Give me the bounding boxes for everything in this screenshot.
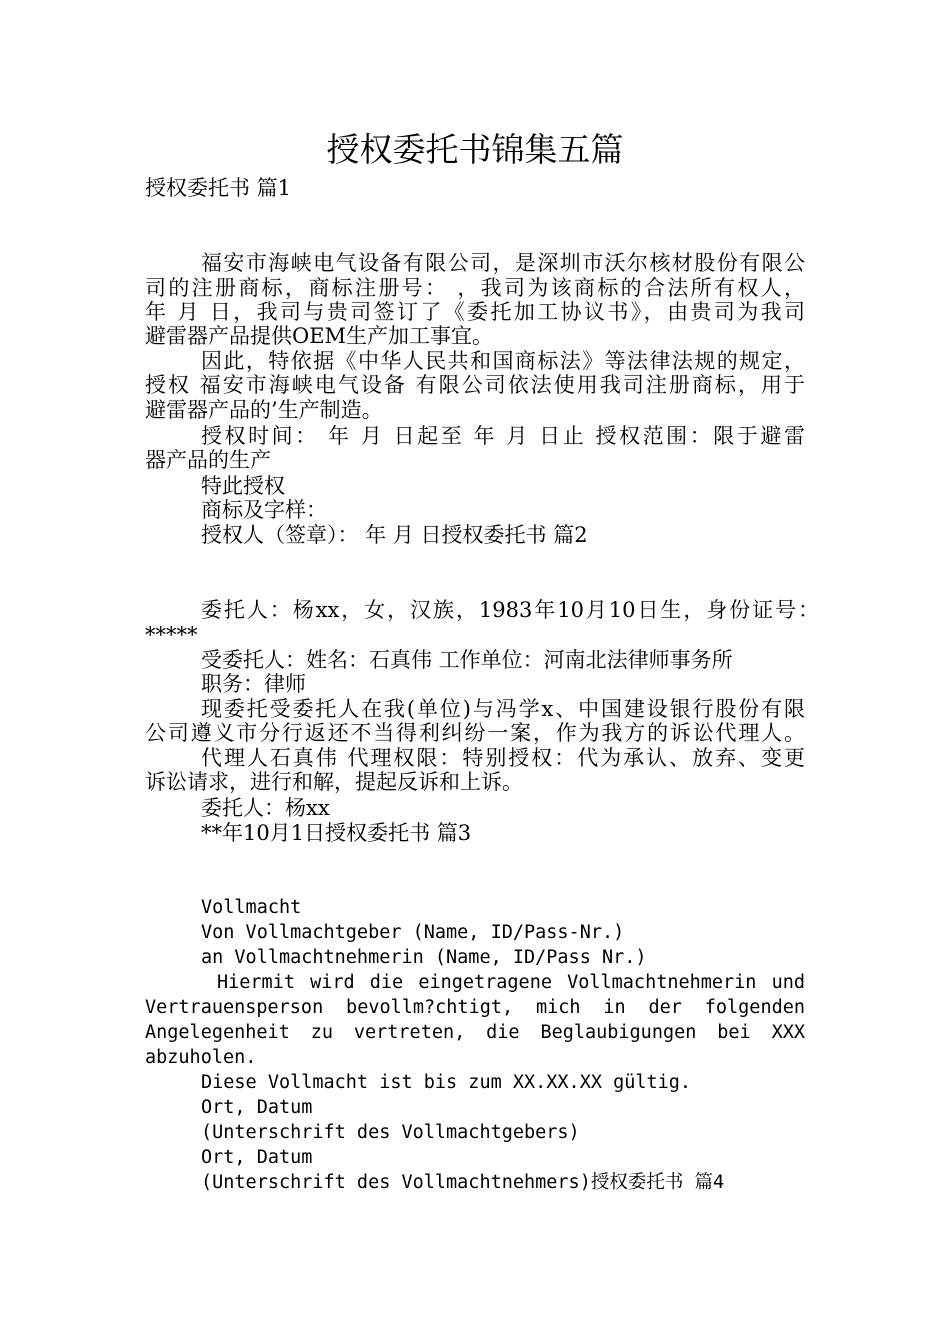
- s1-paragraph-5: 商标及字样：: [201, 498, 327, 522]
- s2-paragraph-1-line-2: *****: [145, 623, 198, 647]
- s1-paragraph-1-line-1: 福安市海峡电气设备有限公司，是深圳市沃尔核材股份有限公: [201, 251, 805, 275]
- s3-line-8: (Unterschrift des Vollmachtnehmers)授权委托书 篇4: [201, 1172, 725, 1193]
- s2-paragraph-3: 职务：律师: [201, 672, 306, 696]
- s1-paragraph-1-line-2: 司的注册商标，商标注册号： ，我司为该商标的合法所有权人，: [145, 276, 805, 300]
- section-heading-1: 授权委托书 篇1: [145, 176, 292, 200]
- s3-paragraph-line-1: Hiermit wird die eingetragene Vollmachtnehmerin und: [217, 972, 805, 993]
- document-title: 授权委托书锦集五篇: [326, 130, 624, 169]
- s3-line-5: Ort, Datum: [201, 1097, 313, 1118]
- s2-paragraph-5-line-1: 代理人石真伟 代理权限：特别授权：代为承认、放弃、变更: [201, 746, 805, 770]
- s2-paragraph-6: 委托人：杨xx: [201, 796, 330, 820]
- s3-paragraph-line-4: abzuholen.: [145, 1047, 257, 1068]
- s1-paragraph-1-line-3: 年 月 日，我司与贵司签订了《委托加工协议书》，由贵司为我司: [145, 300, 805, 324]
- s3-line-2: Von Vollmachtgeber (Name, ID/Pass-Nr.): [201, 922, 625, 943]
- s2-paragraph-7: **年10月1日授权委托书 篇3: [201, 821, 472, 845]
- s3-paragraph-line-3: Angelegenheit zu vertreten, die Beglaubigungen bei XXX: [145, 1022, 805, 1043]
- s1-paragraph-2-line-3: 避雷器产品的’生产制造。: [145, 398, 383, 422]
- s2-paragraph-4-line-2: 公司遵义市分行返还不当得利纠纷一案，作为我方的诉讼代理人。: [145, 721, 805, 745]
- s1-paragraph-3-line-2: 器产品的生产: [145, 448, 271, 472]
- s3-line-4: Diese Vollmacht ist bis zum XX.XX.XX gültig.: [201, 1072, 692, 1093]
- s3-line-6: (Unterschrift des Vollmachtgebers): [201, 1122, 580, 1143]
- s3-line-3: an Vollmachtnehmerin (Name, ID/Pass Nr.): [201, 947, 647, 968]
- s1-paragraph-3-line-1: 授权时间： 年 月 日起至 年 月 日止 授权范围：限于避雷: [201, 424, 805, 448]
- s1-paragraph-1-line-4: 避雷器产品提供OEM生产加工事宜。: [145, 324, 494, 348]
- s2-paragraph-1-line-1: 委托人：杨xx，女，汉族，1983年10月10日生，身份证号：: [201, 598, 819, 622]
- s1-paragraph-2-line-1: 因此，特依据《中华人民共和国商标法》等法律法规的规定，: [201, 349, 805, 373]
- s3-line-7: Ort, Datum: [201, 1147, 313, 1168]
- s3-paragraph-line-2: Vertrauensperson bevollm?chtigt, mich in der folgenden: [145, 997, 805, 1018]
- s2-paragraph-5-line-2: 诉讼请求，进行和解，提起反诉和上诉。: [145, 770, 523, 794]
- s3-line-1: Vollmacht: [201, 897, 302, 918]
- s1-paragraph-2-line-2: 授权 福安市海峡电气设备 有限公司依法使用我司注册商标，用于: [145, 373, 805, 397]
- s2-paragraph-2: 受委托人：姓名：石真伟 工作单位：河南北法律师事务所: [201, 648, 733, 672]
- s2-paragraph-4-line-1: 现委托受委托人在我(单位)与冯学x、中国建设银行股份有限: [201, 697, 805, 721]
- s1-paragraph-6: 授权人（签章）： 年 月 日授权委托书 篇2: [201, 523, 588, 547]
- s1-paragraph-4: 特此授权: [201, 474, 285, 498]
